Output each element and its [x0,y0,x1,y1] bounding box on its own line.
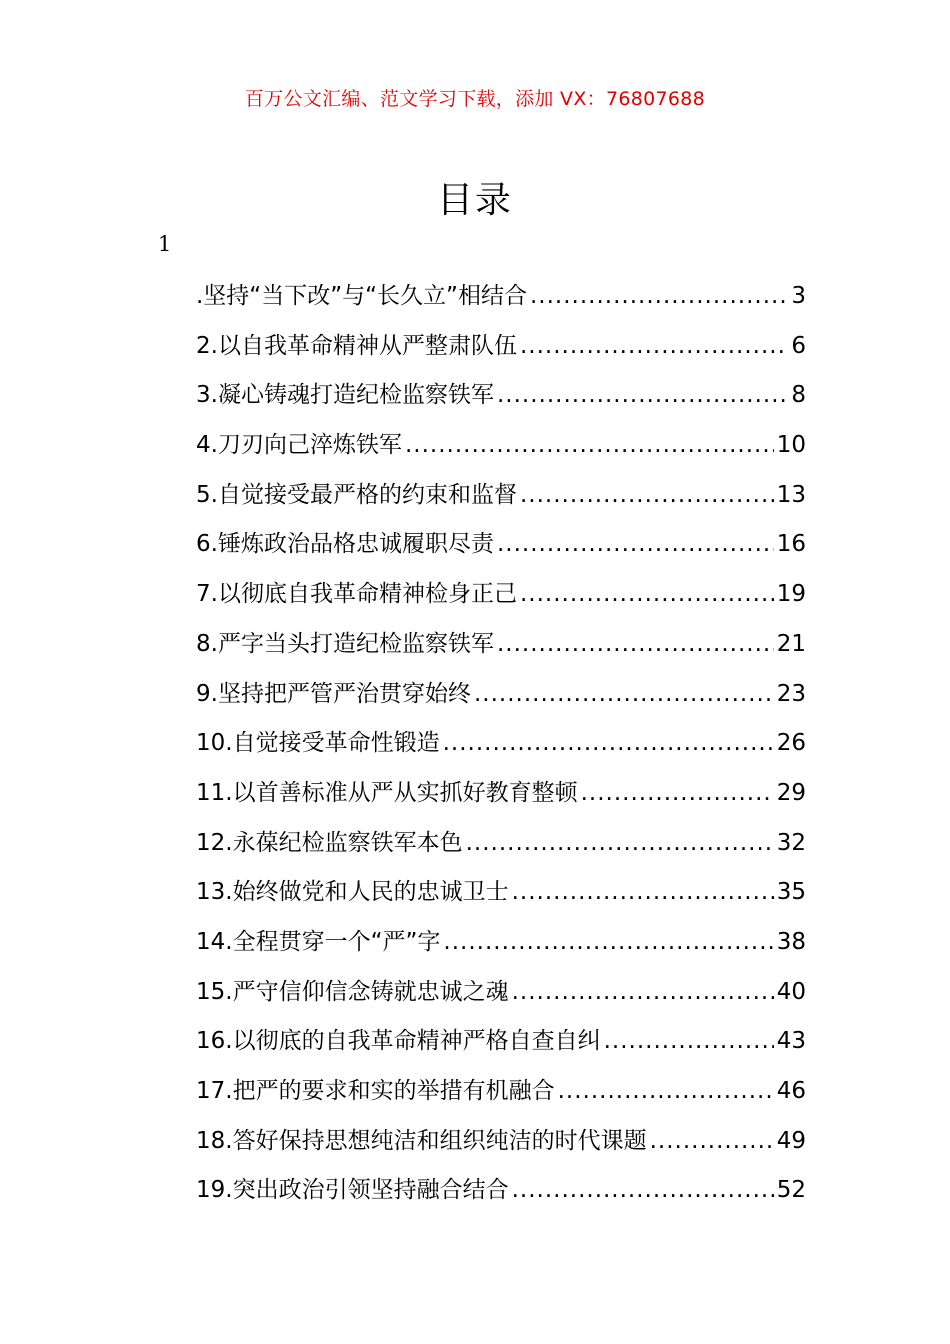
toc-entry-label: 17.把严的要求和实的举措有机融合 [196,1078,555,1104]
toc-leader-dots [497,531,774,557]
toc-entry-page: 35 [776,879,806,906]
toc-entry-label: 6.锤炼政治品格忠诚履职尽责 [196,531,494,558]
toc-leader-dots [497,631,774,657]
toc-entry-page: 32 [776,829,806,856]
toc-entry-page: 46 [776,1078,806,1104]
toc-leader-dots [512,979,774,1005]
toc-entry-label: 4.刀刃向己淬炼铁军 [196,432,402,459]
toc-entry-page: 26 [776,730,806,757]
toc-entry[interactable] [196,824,806,874]
toc-leader-dots [512,879,774,905]
toc-entry-label: 11.以首善标准从严从实抓好教育整顿 [196,779,578,806]
toc-entry[interactable] [196,923,806,973]
toc-entry[interactable] [196,525,806,575]
toc-entry-page: 13 [776,481,806,508]
toc-entry[interactable] [196,675,806,725]
toc-leader-dots [443,929,773,955]
toc-entry[interactable] [196,625,806,675]
toc-entry-label: 2.以自我革命精神从严整肃队伍 [196,332,517,359]
toc-entry-label: 10.自觉接受革命性锻造 [196,730,440,757]
table-of-contents [196,277,806,1221]
toc-entry[interactable] [196,327,806,377]
toc-entry[interactable] [196,873,806,923]
toc-entry[interactable] [196,426,806,476]
toc-entry-label: 14.全程贯穿一个“严”字 [196,928,441,955]
toc-leader-dots [520,482,774,508]
toc-leader-dots [512,1177,774,1203]
header-banner: 百万公文汇编、范文学习下载，添加 VX：76807688 [244,88,706,110]
toc-entry-label: 16.以彻底的自我革命精神严格自查自纠 [196,1028,601,1055]
toc-entry-page: 40 [776,978,806,1005]
toc-entry-label: 7.以彻底自我革命精神检身正己 [196,581,517,608]
toc-entry-page: 29 [776,779,806,806]
toc-entry-label: 3.凝心铸魂打造纪检监察铁军 [196,382,494,409]
toc-leader-dots [530,283,788,309]
toc-entry-label: 12.永葆纪检监察铁军本色 [196,829,463,856]
toc-entry[interactable] [196,277,806,327]
toc-entry-page: 16 [776,531,806,558]
toc-leader-dots [650,1128,774,1154]
toc-entry-page: 52 [776,1177,806,1204]
toc-leader-dots [581,780,774,806]
toc-leader-dots [497,382,788,408]
toc-entry-label: 8.严字当头打造纪检监察铁军 [196,630,494,657]
toc-entry-label: 13.始终做党和人民的忠诚卫士 [196,879,509,906]
toc-entry[interactable] [196,1122,806,1172]
toc-entry-page: 23 [776,680,806,707]
toc-entry-label: 9.坚持把严管严治贯穿始终 [196,680,471,707]
toc-entry-label: 5.自觉接受最严格的约束和监督 [196,481,517,508]
toc-entry[interactable] [196,476,806,526]
toc-leader-dots [520,333,788,359]
page-title: 目录 [436,180,513,221]
toc-entry-page: 43 [776,1028,806,1055]
toc-entry[interactable] [196,724,806,774]
toc-leader-dots [443,730,774,756]
toc-entry[interactable] [196,1022,806,1072]
toc-entry-label: 18.答好保持思想纯洁和组织纯洁的时代课题 [196,1127,647,1154]
toc-entry-page: 21 [776,630,806,657]
toc-leader-dots [474,681,774,707]
toc-entry-page: 38 [776,928,806,955]
toc-entry-page: 6 [791,332,806,359]
toc-entry-page: 3 [791,283,806,309]
toc-leader-dots [558,1078,774,1104]
toc-leader-dots [520,581,774,607]
toc-entry-page: 49 [776,1127,806,1154]
toc-entry[interactable] [196,575,806,625]
toc-entry[interactable] [196,1072,806,1122]
toc-entry[interactable] [196,376,806,426]
toc-entry[interactable] [196,1171,806,1221]
stray-page-number: 1 [158,232,172,256]
toc-entry[interactable] [196,973,806,1023]
toc-leader-dots [405,432,774,458]
toc-entry-label: 19.突出政治引领坚持融合结合 [196,1177,509,1204]
toc-leader-dots [604,1028,774,1054]
toc-entry-page: 19 [776,581,806,608]
toc-entry-label: .坚持“当下改”与“长久立”相结合 [196,283,527,309]
toc-leader-dots [466,830,774,856]
toc-entry[interactable] [196,774,806,824]
toc-entry-page: 10 [776,432,806,459]
toc-entry-page: 8 [791,382,806,409]
toc-entry-label: 15.严守信仰信念铸就忠诚之魂 [196,978,509,1005]
